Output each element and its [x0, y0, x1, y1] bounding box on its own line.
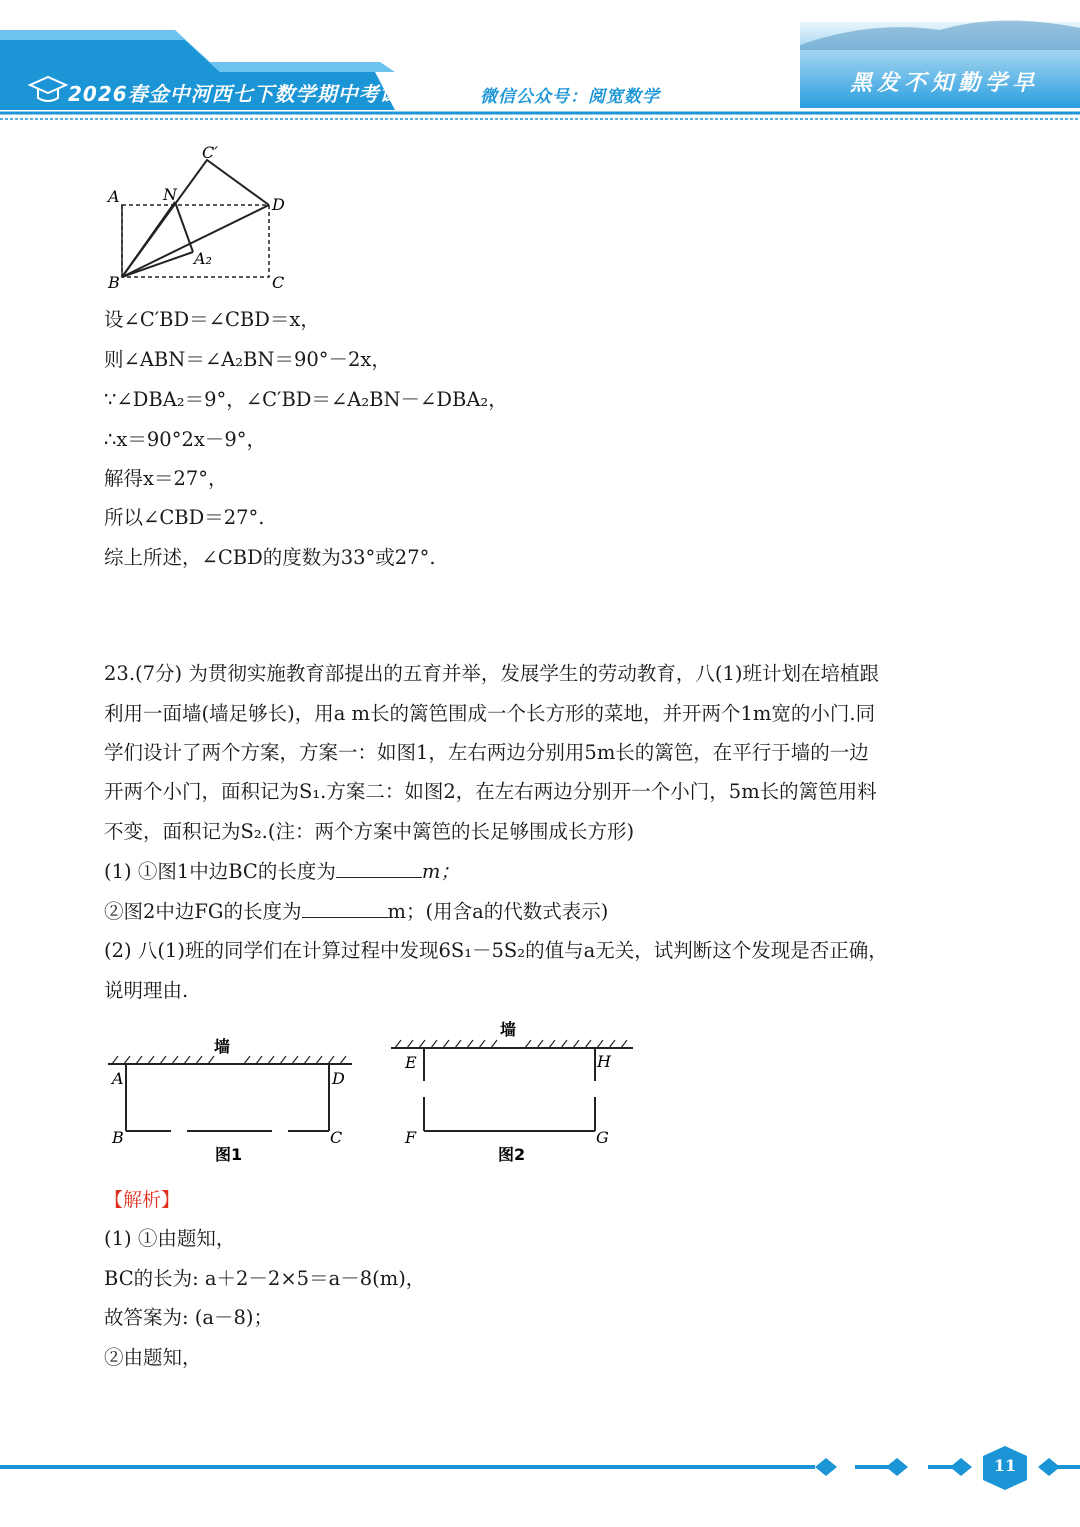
question-1a	[104, 859, 460, 884]
wechat-account: 微信公众号：阅宽数学	[480, 87, 660, 107]
header-motto: 黑发不知勤学早	[850, 71, 1040, 96]
analysis-line-2: BC的长为: a＋2－2×5＝a－8(m)，	[104, 1267, 426, 1290]
label-a2: A₂	[194, 249, 212, 268]
wall-label: 墙	[214, 1037, 231, 1056]
solution-line-3: ∵∠DBA₂＝9°，∠C′BD＝∠A₂BN－∠DBA₂，	[104, 388, 508, 411]
question-1a-text: (1) ①图1中边BC的长度为	[104, 860, 336, 883]
question-2-line-2: 说明理由.	[104, 979, 189, 1002]
page-footer	[0, 1440, 1080, 1500]
label-d: D	[272, 195, 285, 214]
label-a: A	[112, 1069, 124, 1088]
label-d: D	[332, 1069, 345, 1088]
problem-23-line-4: 开两个小门，面积记为S₁.方案二：如图2，在左右两边分别开一个小门，5m长的篱笆用料	[104, 780, 877, 803]
footer-decoration	[0, 1440, 1080, 1500]
label-f: F	[405, 1128, 417, 1147]
question-1b	[104, 899, 608, 924]
label-n: N	[163, 185, 177, 204]
answer-blank-bc[interactable]	[336, 859, 422, 878]
label-b: B	[108, 273, 120, 292]
figure-1-caption: 图1	[215, 1145, 243, 1164]
question-1a-unit: m；	[421, 860, 460, 883]
answer-blank-fg[interactable]	[302, 899, 388, 918]
solution-line-1: 设∠C′BD＝∠CBD＝x，	[104, 308, 320, 331]
label-b: B	[112, 1128, 124, 1147]
analysis-line-1: (1) ①由题知，	[104, 1227, 236, 1250]
solution-line-2: 则∠ABN＝∠A₂BN＝90°－2x，	[104, 348, 391, 371]
page-number: 11	[993, 1456, 1017, 1475]
solution-line-6: 所以∠CBD＝27°.	[104, 506, 265, 529]
label-a: A	[108, 187, 120, 206]
solution-line-4: ∴x＝90°2x－9°，	[104, 428, 267, 451]
solution-line-5: 解得x＝27°，	[104, 467, 228, 490]
label-g: G	[596, 1128, 609, 1147]
problem-23-line-2: 利用一面墙(墙足够长)，用a m长的篱笆围成一个长方形的菜地，并开两个1m宽的小门.同	[104, 702, 876, 725]
question-1b-text: ②图2中边FG的长度为	[104, 900, 302, 923]
wall-label: 墙	[500, 1020, 517, 1039]
analysis-heading: 【解析】	[104, 1189, 181, 1211]
label-c-prime: C′	[202, 143, 218, 162]
figure-2-caption: 图2	[498, 1145, 526, 1164]
page-header	[0, 0, 1080, 125]
analysis-line-4: ②由题知，	[104, 1346, 202, 1369]
question-2-line-1: (2) 八(1)班的同学们在计算过程中发现6S₁－5S₂的值与a无关，试判断这个发现是否正确，	[104, 939, 888, 962]
label-c: C	[330, 1128, 343, 1147]
problem-23-line-5: 不变，面积记为S₂.(注：两个方案中篱笆的长足够围成长方形)	[104, 820, 635, 843]
exam-title: 2026春金中河西七下数学期中考试	[68, 82, 401, 106]
label-c: C	[272, 273, 285, 292]
label-h: H	[597, 1052, 611, 1071]
solution-line-7: 综上所述，∠CBD的度数为33°或27°.	[104, 546, 436, 569]
geometry-figure-fold	[100, 140, 300, 295]
label-e: E	[405, 1053, 417, 1072]
analysis-line-3: 故答案为: (a－8)；	[104, 1306, 274, 1329]
problem-23-line-3: 学们设计了两个方案，方案一：如图1，左右两边分别用5m长的篱笆，在平行于墙的一边	[104, 741, 869, 764]
figure-1-plan-one	[100, 1030, 360, 1170]
figure-2-plan-two	[385, 1015, 645, 1170]
question-1b-unit: m；(用含a的代数式表示)	[387, 900, 609, 923]
problem-23-line-1: 23.(7分) 为贯彻实施教育部提出的五育并举，发展学生的劳动教育，八(1)班计划在培植跟	[104, 662, 879, 685]
